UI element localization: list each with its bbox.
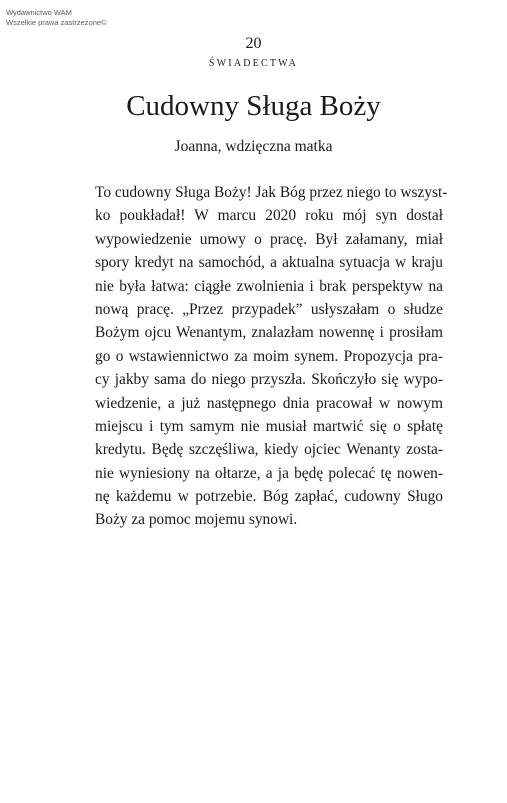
body-line: wypowiedzenie umowy o pracę. Był załamany, miał (95, 230, 443, 248)
body-line: nową pracę. „Przez przypadek” usłyszałam o słudze (95, 300, 443, 318)
body-line: Boży za pomoc mojemu synowi. (95, 511, 298, 529)
body-line: wiedzenie, a już następnego dnia pracował w nowym (95, 394, 443, 412)
section-label: ŚWIADECTWA (208, 58, 299, 69)
page-number: 20 (245, 35, 262, 52)
body-line: go o wstawiennictwo za moim synem. Propozycja pra- (95, 347, 443, 365)
body-line: spory kredyt na samochód, a aktualna sytuacja w kraju (95, 254, 443, 272)
body-line: To cudowny Sługa Boży! Jak Bóg przez niego to wszyst- (95, 184, 448, 201)
article-author: Joanna, wdzięczna matka (174, 138, 333, 155)
body-line: cy jakby sama do niego przyszła. Skończyło się wypo- (95, 371, 443, 389)
body-line: ko poukładał! W marcu 2020 roku mój syn dostał (95, 207, 443, 225)
body-line: nie była łatwa: ciągłe zwolnienia i brak perspektyw na (95, 277, 443, 295)
body-line: Bożym ojcu Wenantym, znalazłam nowennę i prosiłam (95, 324, 443, 342)
body-line: miejscu i tym samym nie musiał martwić się o spłatę (95, 417, 443, 435)
body-line: nie wyniesiony na ołtarze, a ja będę polecać tę nowen- (95, 464, 443, 482)
watermark-publisher: Wydawnictwo WAM (6, 8, 72, 17)
body-line: nę każdemu w potrzebie. Bóg zapłać, cudowny Sługo (95, 488, 443, 506)
body-line: kredytu. Będę szczęśliwa, kiedy ojciec Wenanty zosta- (95, 441, 443, 459)
article-body (95, 181, 448, 532)
watermark-rights: Wszelkie prawa zastrzeżone© (6, 18, 107, 27)
watermark (6, 8, 107, 28)
article-title: Cudowny Sługa Boży (126, 90, 381, 122)
